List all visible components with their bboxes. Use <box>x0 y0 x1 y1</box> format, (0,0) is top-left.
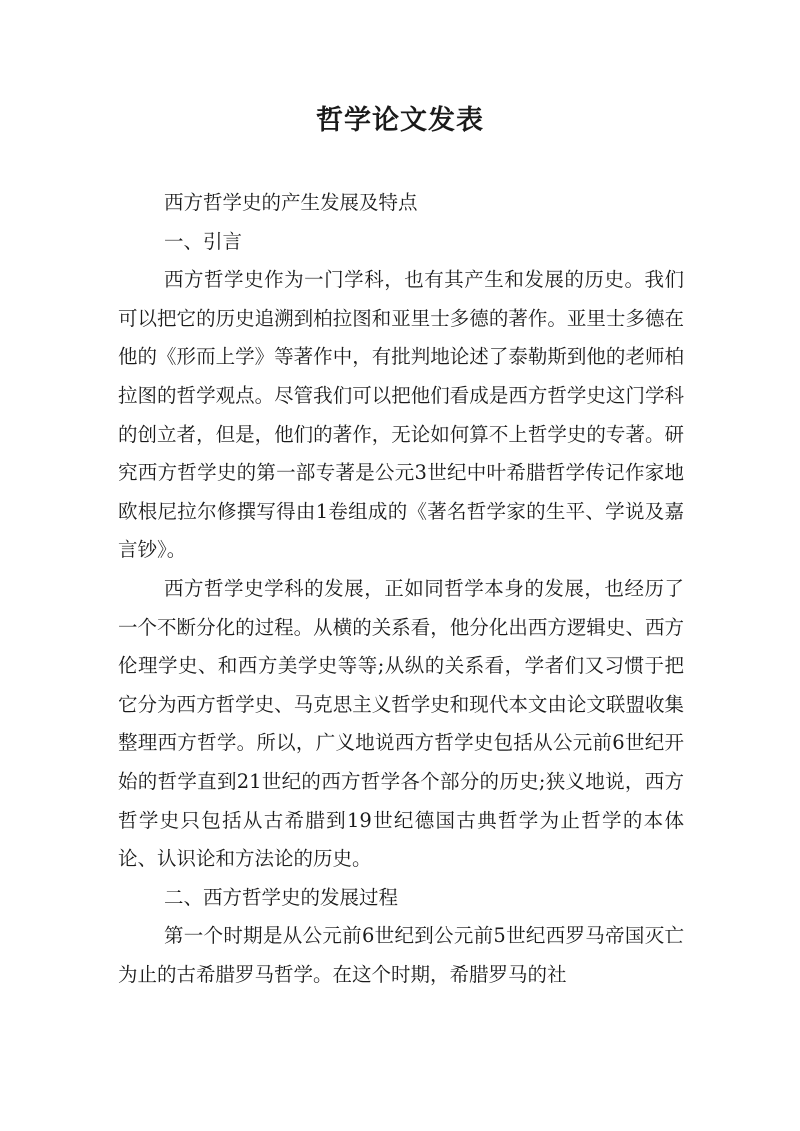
paragraph-discipline-development: 西方哲学史学科的发展，正如同哲学本身的发展，也经历了一个不断分化的过程。从横的关系看，他分化出西方逻辑史、西方伦理学史、和西方美学史等等;从纵的关系看，学者们又习惯于把它分为西方哲学史、马克思主义哲学史和现代本文由论文联盟收集整理西方哲学。所以，广义地说西方哲学史包括从公元前6世纪开始的哲学直到21世纪的西方哲学各个部分的历史;狭义地说，西方哲学史只包括从古希腊到19世纪德国古典哲学为止哲学的本体论、认识论和方法论的历史。 <box>118 576 684 871</box>
section-heading-development: 二、西方哲学史的发展过程 <box>164 885 399 909</box>
article-title-line: 西方哲学史的产生发展及特点 <box>164 191 418 214</box>
section-heading-introduction: 一、引言 <box>164 229 243 253</box>
paragraph-first-period: 第一个时期是从公元前6世纪到公元前5世纪西罗马帝国灭亡为止的古希腊罗马哲学。在这个时期，希腊罗马的社 <box>118 924 684 986</box>
paragraph-introduction: 西方哲学史作为一门学科，也有其产生和发展的历史。我们可以把它的历史追溯到柏拉图和亚里士多德的著作。亚里士多德在他的《形而上学》等著作中，有批判地论述了泰勒斯到他的老师柏拉图的哲学观点。尽管我们可以把他们看成是西方哲学史这门学科的创立者，但是，他们的著作，无论如何算不上哲学史的专著。研究西方哲学史的第一部专著是公元3世纪中叶希腊哲学传记作家地欧根尼拉尔修撰写得由1卷组成的《著名哲学家的生平、学说及嘉言钞》。 <box>118 268 684 562</box>
document-title: 哲学论文发表 <box>316 105 484 136</box>
document-body <box>118 184 684 994</box>
